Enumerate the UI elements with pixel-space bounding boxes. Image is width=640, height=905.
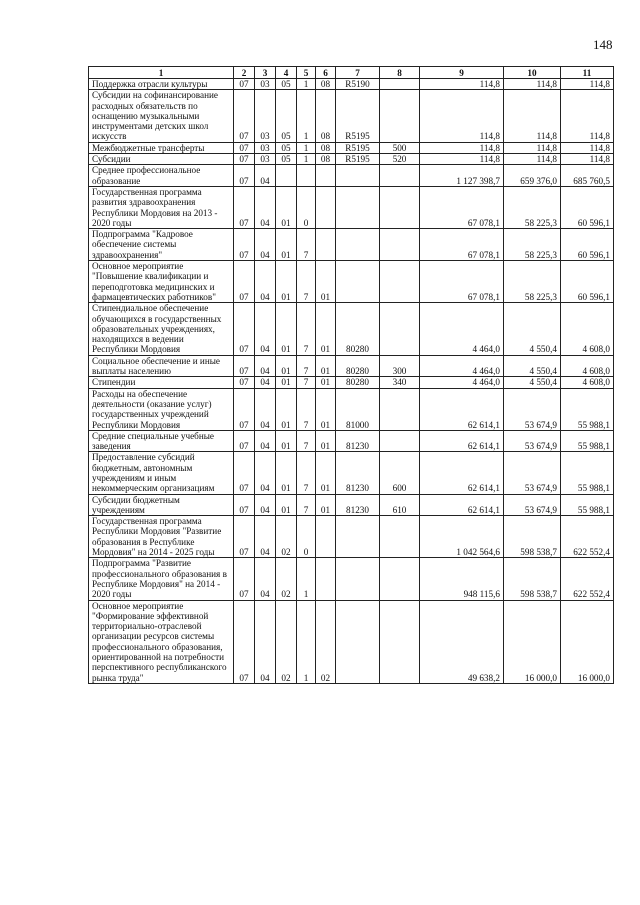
code-event — [316, 186, 336, 228]
code-expense-type — [380, 79, 420, 90]
code-expense-type — [380, 186, 420, 228]
code-program: 01 — [276, 494, 297, 516]
code-subprogram: 7 — [297, 452, 316, 494]
code-subsection: 04 — [255, 229, 276, 261]
amount-year-1: 4 464,0 — [420, 377, 504, 388]
amount-year-3: 55 988,1 — [561, 388, 614, 430]
code-direction: 81230 — [336, 452, 380, 494]
code-expense-type: 500 — [380, 142, 420, 153]
amount-year-1: 67 078,1 — [420, 261, 504, 303]
code-expense-type — [380, 165, 420, 187]
col-header: 1 — [89, 67, 234, 79]
amount-year-1: 948 115,6 — [420, 558, 504, 600]
code-expense-type — [380, 430, 420, 452]
amount-year-1: 1 127 398,7 — [420, 165, 504, 187]
code-program: 01 — [276, 303, 297, 355]
amount-year-1: 114,8 — [420, 142, 504, 153]
row-name: Социальное обеспечение и иные выплаты населению — [89, 355, 234, 377]
code-program: 02 — [276, 516, 297, 558]
code-section: 07 — [234, 261, 255, 303]
code-direction: R5195 — [336, 142, 380, 153]
code-expense-type — [380, 388, 420, 430]
table-row — [89, 430, 614, 452]
code-subprogram: 1 — [297, 90, 316, 142]
col-header: 8 — [380, 67, 420, 79]
amount-year-3: 4 608,0 — [561, 303, 614, 355]
row-name: Межбюджетные трансферты — [89, 142, 234, 153]
code-event: 01 — [316, 355, 336, 377]
code-subsection: 03 — [255, 90, 276, 142]
amount-year-2: 53 674,9 — [504, 388, 561, 430]
table-row — [89, 142, 614, 153]
code-subsection: 04 — [255, 452, 276, 494]
row-name: Средние специальные учебные заведения — [89, 430, 234, 452]
code-program: 01 — [276, 229, 297, 261]
amount-year-2: 16 000,0 — [504, 600, 561, 683]
code-event: 01 — [316, 494, 336, 516]
code-program: 05 — [276, 142, 297, 153]
code-subprogram: 1 — [297, 600, 316, 683]
code-subprogram: 7 — [297, 494, 316, 516]
amount-year-3: 4 608,0 — [561, 377, 614, 388]
code-section: 07 — [234, 186, 255, 228]
code-direction — [336, 229, 380, 261]
row-name: Поддержка отрасли культуры — [89, 79, 234, 90]
code-section: 07 — [234, 558, 255, 600]
code-section: 07 — [234, 303, 255, 355]
col-header: 10 — [504, 67, 561, 79]
row-name: Стипендиальное обеспечение обучающихся в государственных образовательных учреждениях, находящихся в ведении Республики Мордовия — [89, 303, 234, 355]
code-program: 05 — [276, 90, 297, 142]
code-subsection: 04 — [255, 261, 276, 303]
code-program: 05 — [276, 154, 297, 165]
amount-year-1: 62 614,1 — [420, 494, 504, 516]
code-subprogram: 1 — [297, 142, 316, 153]
code-subprogram: 1 — [297, 79, 316, 90]
code-subprogram: 0 — [297, 516, 316, 558]
row-name: Расходы на обеспечение деятельности (оказание услуг) государственных учреждений Республики Мордовия — [89, 388, 234, 430]
code-direction — [336, 165, 380, 187]
code-direction: 80280 — [336, 355, 380, 377]
table-row — [89, 303, 614, 355]
code-section: 07 — [234, 516, 255, 558]
table-row — [89, 261, 614, 303]
code-direction: R5195 — [336, 90, 380, 142]
code-subprogram: 7 — [297, 229, 316, 261]
amount-year-3: 114,8 — [561, 79, 614, 90]
header-row — [89, 67, 614, 79]
code-event: 01 — [316, 303, 336, 355]
amount-year-3: 55 988,1 — [561, 494, 614, 516]
code-direction: 80280 — [336, 377, 380, 388]
code-direction: R5190 — [336, 79, 380, 90]
code-program: 02 — [276, 558, 297, 600]
code-subsection: 04 — [255, 388, 276, 430]
amount-year-2: 58 225,3 — [504, 186, 561, 228]
row-name: Государственная программа Республики Мордовия "Развитие образования в Республике Мордовия" на 2014 - 2025 годы — [89, 516, 234, 558]
budget-table — [88, 66, 614, 684]
amount-year-2: 58 225,3 — [504, 261, 561, 303]
code-section: 07 — [234, 79, 255, 90]
code-direction — [336, 558, 380, 600]
amount-year-1: 67 078,1 — [420, 186, 504, 228]
code-program: 01 — [276, 430, 297, 452]
code-program: 01 — [276, 186, 297, 228]
code-program: 05 — [276, 79, 297, 90]
row-name: Основное мероприятие "Повышение квалификации и переподготовка медицинских и фармацевтических работников" — [89, 261, 234, 303]
code-event — [316, 558, 336, 600]
code-section: 07 — [234, 600, 255, 683]
row-name: Государственная программа развития здравоохранения Республики Мордовия на 2013 - 2020 годы — [89, 186, 234, 228]
row-name: Среднее профессиональное образование — [89, 165, 234, 187]
row-name: Субсидии — [89, 154, 234, 165]
code-event — [316, 165, 336, 187]
amount-year-3: 55 988,1 — [561, 452, 614, 494]
amount-year-2: 4 550,4 — [504, 355, 561, 377]
code-section: 07 — [234, 377, 255, 388]
code-expense-type: 520 — [380, 154, 420, 165]
code-subprogram — [297, 165, 316, 187]
amount-year-3: 114,8 — [561, 154, 614, 165]
code-expense-type — [380, 261, 420, 303]
amount-year-2: 114,8 — [504, 154, 561, 165]
code-subsection: 04 — [255, 377, 276, 388]
col-header: 2 — [234, 67, 255, 79]
code-expense-type: 340 — [380, 377, 420, 388]
amount-year-3: 685 760,5 — [561, 165, 614, 187]
code-direction: 81230 — [336, 430, 380, 452]
code-expense-type: 300 — [380, 355, 420, 377]
table-row — [89, 90, 614, 142]
code-event: 08 — [316, 154, 336, 165]
amount-year-3: 622 552,4 — [561, 516, 614, 558]
code-expense-type — [380, 516, 420, 558]
amount-year-2: 58 225,3 — [504, 229, 561, 261]
row-name: Стипендии — [89, 377, 234, 388]
table-row — [89, 377, 614, 388]
amount-year-2: 114,8 — [504, 90, 561, 142]
table-row — [89, 600, 614, 683]
code-expense-type — [380, 600, 420, 683]
col-header: 3 — [255, 67, 276, 79]
col-header: 9 — [420, 67, 504, 79]
code-subsection: 04 — [255, 558, 276, 600]
amount-year-2: 53 674,9 — [504, 452, 561, 494]
code-event: 01 — [316, 388, 336, 430]
code-program: 01 — [276, 355, 297, 377]
code-section: 07 — [234, 154, 255, 165]
code-subsection: 04 — [255, 430, 276, 452]
code-subsection: 03 — [255, 154, 276, 165]
code-direction — [336, 600, 380, 683]
code-subprogram: 7 — [297, 261, 316, 303]
code-event: 08 — [316, 90, 336, 142]
code-subsection: 04 — [255, 355, 276, 377]
code-section: 07 — [234, 430, 255, 452]
amount-year-1: 114,8 — [420, 79, 504, 90]
code-event: 08 — [316, 79, 336, 90]
code-program: 01 — [276, 377, 297, 388]
amount-year-1: 62 614,1 — [420, 388, 504, 430]
amount-year-3: 60 596,1 — [561, 229, 614, 261]
code-subprogram: 0 — [297, 186, 316, 228]
amount-year-3: 114,8 — [561, 142, 614, 153]
table-row — [89, 79, 614, 90]
code-subsection: 03 — [255, 79, 276, 90]
code-subprogram: 1 — [297, 558, 316, 600]
code-expense-type: 600 — [380, 452, 420, 494]
amount-year-1: 4 464,0 — [420, 355, 504, 377]
code-subprogram: 7 — [297, 303, 316, 355]
code-subsection: 04 — [255, 516, 276, 558]
amount-year-2: 659 376,0 — [504, 165, 561, 187]
amount-year-1: 114,8 — [420, 154, 504, 165]
code-subsection: 03 — [255, 142, 276, 153]
row-name: Подпрограмма "Кадровое обеспечение системы здравоохранения" — [89, 229, 234, 261]
amount-year-2: 598 538,7 — [504, 558, 561, 600]
code-direction — [336, 186, 380, 228]
code-expense-type — [380, 303, 420, 355]
amount-year-2: 598 538,7 — [504, 516, 561, 558]
amount-year-2: 53 674,9 — [504, 494, 561, 516]
code-section: 07 — [234, 452, 255, 494]
code-event: 01 — [316, 430, 336, 452]
code-subsection: 04 — [255, 303, 276, 355]
code-event — [316, 516, 336, 558]
amount-year-3: 55 988,1 — [561, 430, 614, 452]
code-event: 01 — [316, 452, 336, 494]
amount-year-3: 114,8 — [561, 90, 614, 142]
code-expense-type — [380, 558, 420, 600]
table-row — [89, 165, 614, 187]
code-section: 07 — [234, 229, 255, 261]
code-program: 01 — [276, 261, 297, 303]
table-row — [89, 186, 614, 228]
table-row — [89, 229, 614, 261]
row-name: Предоставление субсидий бюджетным, автономным учреждениям и иным некоммерческим организациям — [89, 452, 234, 494]
code-section: 07 — [234, 165, 255, 187]
code-subprogram: 1 — [297, 154, 316, 165]
table-row — [89, 452, 614, 494]
code-subprogram: 7 — [297, 430, 316, 452]
code-subprogram: 7 — [297, 377, 316, 388]
code-subprogram: 7 — [297, 388, 316, 430]
code-program — [276, 165, 297, 187]
page-number: 148 — [593, 37, 613, 52]
amount-year-1: 62 614,1 — [420, 452, 504, 494]
table-body — [89, 79, 614, 684]
code-direction — [336, 261, 380, 303]
amount-year-1: 62 614,1 — [420, 430, 504, 452]
code-direction: 81230 — [336, 494, 380, 516]
code-event: 01 — [316, 261, 336, 303]
code-expense-type — [380, 90, 420, 142]
col-header: 4 — [276, 67, 297, 79]
amount-year-1: 1 042 564,6 — [420, 516, 504, 558]
code-section: 07 — [234, 142, 255, 153]
amount-year-3: 60 596,1 — [561, 261, 614, 303]
code-direction: 81000 — [336, 388, 380, 430]
amount-year-1: 49 638,2 — [420, 600, 504, 683]
code-direction: R5195 — [336, 154, 380, 165]
code-direction — [336, 516, 380, 558]
row-name: Субсидии на софинансирование расходных обязательств по оснащению музыкальными инструментами детских школ искусств — [89, 90, 234, 142]
table-row — [89, 516, 614, 558]
code-section: 07 — [234, 90, 255, 142]
code-direction: 80280 — [336, 303, 380, 355]
amount-year-3: 16 000,0 — [561, 600, 614, 683]
amount-year-2: 4 550,4 — [504, 303, 561, 355]
row-name: Подпрограмма "Развитие профессионального образования в Республике Мордовия" на 2014 - 2020 годы — [89, 558, 234, 600]
table-row — [89, 494, 614, 516]
table-row — [89, 558, 614, 600]
code-program: 01 — [276, 388, 297, 430]
row-name: Субсидии бюджетным учреждениям — [89, 494, 234, 516]
code-expense-type: 610 — [380, 494, 420, 516]
code-subsection: 04 — [255, 186, 276, 228]
code-section: 07 — [234, 494, 255, 516]
amount-year-2: 114,8 — [504, 79, 561, 90]
col-header: 11 — [561, 67, 614, 79]
code-section: 07 — [234, 388, 255, 430]
amount-year-1: 4 464,0 — [420, 303, 504, 355]
col-header: 5 — [297, 67, 316, 79]
code-program: 02 — [276, 600, 297, 683]
code-event — [316, 229, 336, 261]
code-subprogram: 7 — [297, 355, 316, 377]
code-subsection: 04 — [255, 494, 276, 516]
amount-year-3: 60 596,1 — [561, 186, 614, 228]
amount-year-3: 4 608,0 — [561, 355, 614, 377]
code-subsection: 04 — [255, 165, 276, 187]
amount-year-3: 622 552,4 — [561, 558, 614, 600]
amount-year-1: 67 078,1 — [420, 229, 504, 261]
amount-year-2: 53 674,9 — [504, 430, 561, 452]
amount-year-1: 114,8 — [420, 90, 504, 142]
table-row — [89, 154, 614, 165]
code-section: 07 — [234, 355, 255, 377]
col-header: 7 — [336, 67, 380, 79]
code-event: 02 — [316, 600, 336, 683]
row-name: Основное мероприятие "Формирование эффективной территориально-отраслевой организации ресурсов системы профессионального образования, ориентированной на потребности перспективного республиканского рынка труда" — [89, 600, 234, 683]
amount-year-2: 114,8 — [504, 142, 561, 153]
code-event: 01 — [316, 377, 336, 388]
code-expense-type — [380, 229, 420, 261]
table-row — [89, 355, 614, 377]
code-subsection: 04 — [255, 600, 276, 683]
table-row — [89, 388, 614, 430]
amount-year-2: 4 550,4 — [504, 377, 561, 388]
code-event: 08 — [316, 142, 336, 153]
col-header: 6 — [316, 67, 336, 79]
code-program: 01 — [276, 452, 297, 494]
